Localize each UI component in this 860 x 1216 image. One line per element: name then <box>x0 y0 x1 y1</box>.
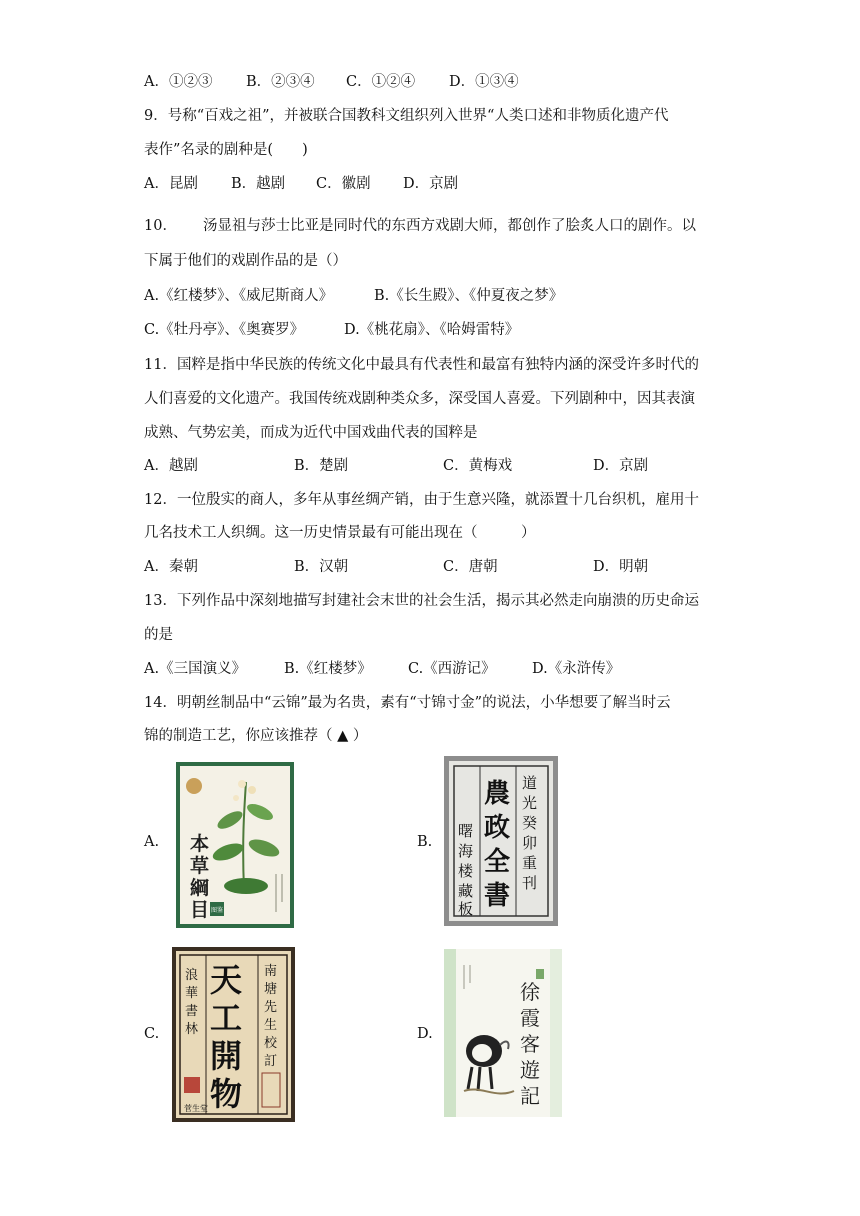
q11-option-d[interactable]: D．京剧 <box>593 458 649 474</box>
svg-text:霞: 霞 <box>520 1006 540 1030</box>
svg-text:全: 全 <box>484 847 511 877</box>
svg-text:刊: 刊 <box>522 874 538 892</box>
q9-stem-line2: 表作”名录的剧种是( ) <box>144 142 308 158</box>
q8-option-b[interactable]: B．②③④ <box>246 74 315 90</box>
svg-text:目: 目 <box>190 899 210 921</box>
svg-text:訂: 訂 <box>264 1054 278 1069</box>
q13-option-b[interactable]: B.《红楼梦》 <box>284 661 372 677</box>
q11-stem-line2: 人们喜爱的文化遗产。我国传统戏剧种类众多，深受国人喜爱。下列剧种中，因其表演 <box>144 391 695 407</box>
q10-option-a[interactable]: A.《红楼梦》、《威尼斯商人》 <box>144 288 334 304</box>
q11-option-c[interactable]: C．黄梅戏 <box>443 458 513 474</box>
svg-text:菅生堂: 菅生堂 <box>184 1104 208 1113</box>
badge-icon <box>186 778 202 794</box>
xuxiake-cover <box>444 949 562 1117</box>
nongzheng-cover <box>444 756 558 926</box>
svg-text:遊: 遊 <box>520 1058 540 1082</box>
svg-text:板: 板 <box>458 900 474 918</box>
svg-text:塘: 塘 <box>264 982 278 997</box>
svg-text:記: 記 <box>520 1084 540 1108</box>
svg-text:工: 工 <box>210 999 243 1037</box>
red-seal-icon <box>184 1077 200 1093</box>
q10-option-c[interactable]: C.《牡丹亭》、《奥赛罗》 <box>144 322 305 338</box>
q9-option-c[interactable]: C．徽剧 <box>316 176 371 192</box>
svg-text:道: 道 <box>522 774 538 792</box>
q12-option-d[interactable]: D．明朝 <box>593 559 649 575</box>
q9-option-a[interactable]: A．昆剧 <box>144 176 198 192</box>
q10-stem-line1: 汤显祖与莎士比亚是同时代的东西方戏剧大师，都创作了脍炙人口的剧作。以 <box>203 218 696 234</box>
q14-option-c-label[interactable]: C. <box>144 1026 160 1042</box>
q14-option-a-label[interactable]: A. <box>144 834 160 850</box>
book-cover-bencao-gangmu[interactable] <box>176 762 294 928</box>
q8-option-c[interactable]: C．①②④ <box>346 74 416 90</box>
q12-option-c[interactable]: C．唐朝 <box>443 559 498 575</box>
book-cover-nongzheng-quanshu[interactable] <box>444 756 558 926</box>
q11-stem-line3: 成熟、气势宏美，而成为近代中国戏曲代表的国粹是 <box>144 425 478 441</box>
svg-text:物: 物 <box>210 1075 243 1113</box>
q8-option-a[interactable]: A．①②③ <box>144 74 213 90</box>
tiangong-cover <box>172 947 295 1122</box>
q11-option-b[interactable]: B．楚剧 <box>294 458 349 474</box>
q14-option-b-label[interactable]: B. <box>417 834 433 850</box>
svg-text:楼: 楼 <box>458 862 474 880</box>
svg-text:重: 重 <box>522 854 538 872</box>
q12-option-a[interactable]: A．秦朝 <box>144 559 198 575</box>
bencao-illustration <box>176 762 294 928</box>
svg-text:先: 先 <box>264 1000 278 1015</box>
q12-option-b[interactable]: B．汉朝 <box>294 559 349 575</box>
svg-text:癸: 癸 <box>522 814 538 832</box>
svg-text:綱: 綱 <box>190 877 210 899</box>
svg-text:徐: 徐 <box>520 980 540 1004</box>
svg-text:客: 客 <box>520 1032 540 1056</box>
svg-text:草: 草 <box>190 855 210 877</box>
svg-text:校: 校 <box>264 1036 278 1051</box>
svg-text:南: 南 <box>264 964 278 979</box>
svg-text:浪: 浪 <box>185 968 199 983</box>
book-cover-xu-xiake-youji[interactable] <box>444 949 562 1117</box>
svg-text:農: 農 <box>484 779 511 809</box>
svg-text:林: 林 <box>185 1022 199 1037</box>
q13-option-d[interactable]: D.《永浒传》 <box>532 661 621 677</box>
svg-text:書: 書 <box>484 881 511 911</box>
q12-stem-line2: 几名技术工人织绸。这一历史情景最有可能出现在（ ） <box>144 525 536 541</box>
q11-stem-line1: 11．国粹是指中华民族的传统文化中最具有代表性和最富有独特内涵的深受许多时代的 <box>144 357 699 373</box>
svg-text:图鉴: 图鉴 <box>211 907 224 914</box>
svg-text:光: 光 <box>522 794 538 812</box>
q9-option-d[interactable]: D．京剧 <box>403 176 459 192</box>
q13-stem-line2: 的是 <box>144 627 173 643</box>
svg-text:書: 書 <box>185 1004 199 1019</box>
q14-stem-line2: 锦的制造工艺，你应该推荐（ ▲ ） <box>144 728 368 744</box>
svg-text:華: 華 <box>185 986 199 1001</box>
q9-option-b[interactable]: B．越剧 <box>231 176 286 192</box>
svg-text:藏: 藏 <box>458 882 474 900</box>
q8-option-d[interactable]: D．①③④ <box>449 74 519 90</box>
q14-stem-line1: 14．明朝丝制品中“云锦”最为名贵，素有“寸锦寸金”的说法，小华想要了解当时云 <box>144 695 671 711</box>
q11-option-a[interactable]: A．越剧 <box>144 458 198 474</box>
q14-option-d-label[interactable]: D. <box>417 1026 433 1042</box>
svg-text:政: 政 <box>484 813 511 843</box>
q10-option-b[interactable]: B.《长生殿》、《仲夏夜之梦》 <box>374 288 564 304</box>
q12-stem-line1: 12．一位殷实的商人，多年从事丝绸产销，由于生意兴隆，就添置十几台织机，雇用十 <box>144 492 699 508</box>
svg-text:卯: 卯 <box>522 834 538 852</box>
book-cover-tiangong-kaiwu[interactable] <box>172 947 295 1122</box>
svg-text:開: 開 <box>210 1037 243 1075</box>
q13-stem-line1: 13．下列作品中深刻地描写封建社会末世的社会生活，揭示其必然走向崩溃的历史命运 <box>144 593 699 609</box>
svg-text:生: 生 <box>264 1018 278 1033</box>
q10-number: 10． <box>144 218 177 234</box>
svg-text:海: 海 <box>458 842 474 860</box>
q13-option-c[interactable]: C.《西游记》 <box>408 661 496 677</box>
q10-option-d[interactable]: D.《桃花扇》、《哈姆雷特》 <box>344 322 520 338</box>
q9-stem-line1: 9．号称“百戏之祖”，并被联合国教科文组织列入世界“人类口述和非物质化遗产代 <box>144 108 669 124</box>
svg-text:曙: 曙 <box>458 822 474 840</box>
svg-text:本: 本 <box>190 833 210 855</box>
q10-stem-line2: 下属于他们的戏剧作品的是（） <box>144 253 347 269</box>
svg-text:天: 天 <box>210 961 243 999</box>
q13-option-a[interactable]: A.《三国演义》 <box>144 661 247 677</box>
